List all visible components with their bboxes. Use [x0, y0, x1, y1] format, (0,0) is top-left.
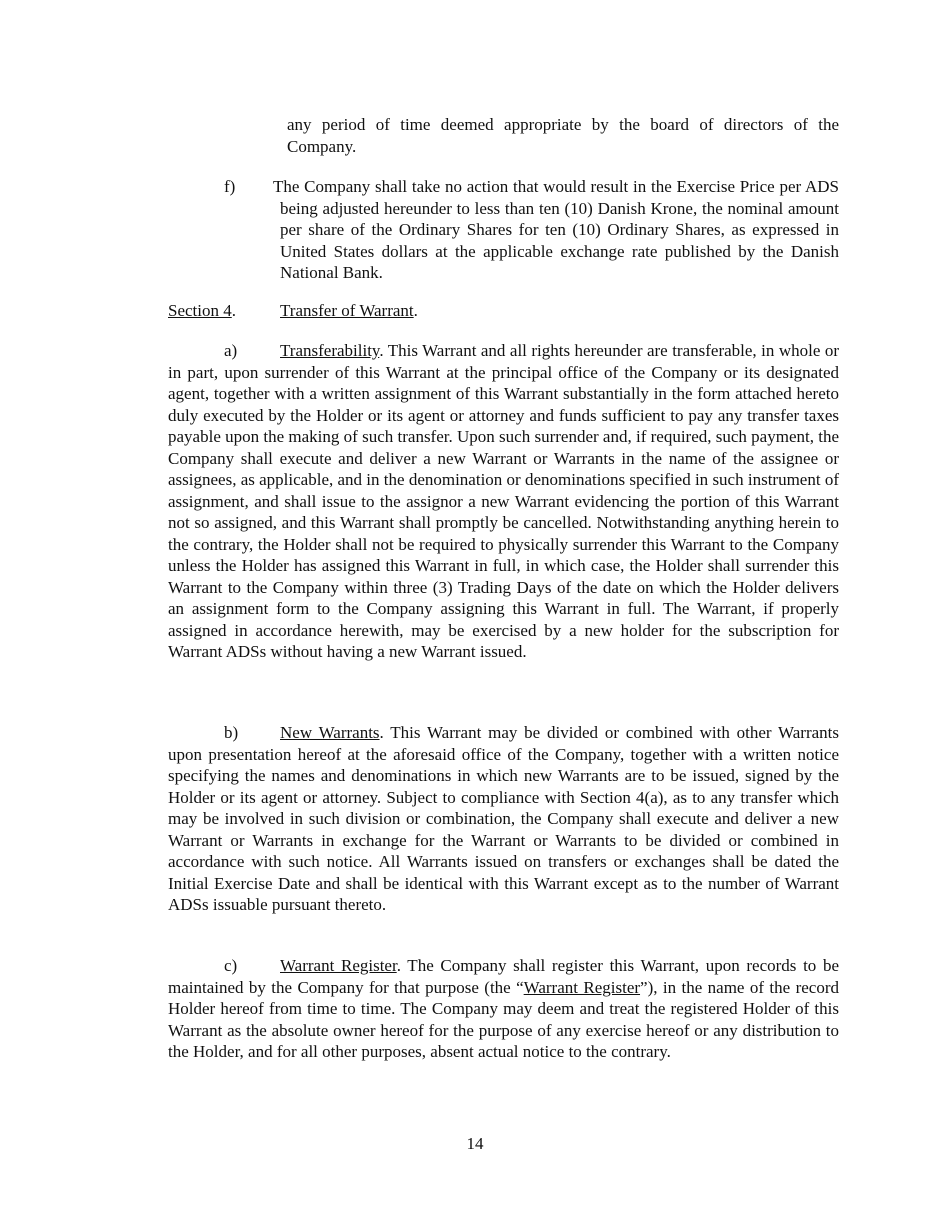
- paragraph-b-body: . This Warrant may be divided or combined with other Warrants upon presentation hereof at the aforesaid office of the Company, together with a written notice specifying the names and denominations in which new Warrants are to be issued, signed by the Holder or its agent or attorney. Subject to compliance with Section 4(a), as to any transfer which may be involved in such division or combination, the Company shall execute and deliver a new Warrant or Warrants in exchange for the Warrant or Warrants to be divided or combined in accordance with such notice. All Warrants issued on transfers or exchanges shall be dated the Initial Exercise Date and shall be identical with this Warrant except as to the number of Warrant ADSs issuable pursuant thereto.: [168, 723, 839, 914]
- paragraph-c-text: [168, 955, 839, 1063]
- paragraph-transferability: [168, 340, 839, 663]
- paragraph-a-body: . This Warrant and all rights hereunder are transferable, in whole or in part, upon surrender of this Warrant at the principal office of the Company or its designated agent, together with a written assignment of this Warrant substantially in the form attached hereto duly executed by the Holder or its agent or attorney and funds sufficient to pay any transfer taxes payable upon the making of such transfer. Upon such surrender and, if required, such payment, the Company shall execute and deliver a new Warrant or Warrants in the name of the assignee or assignees, as applicable, and in the denomination or denominations specified in such instrument of assignment, and shall issue to the assignor a new Warrant evidencing the portion of this Warrant not so assigned, and this Warrant shall promptly be cancelled. Notwithstanding anything herein to the contrary, the Holder shall not be required to physically surrender this Warrant to the Company unless the Holder has assigned this Warrant in full, in which case, the Holder shall surrender this Warrant to the Company within three (3) Trading Days of the date on which the Holder delivers an assignment form to the Company assigning this Warrant in full. The Warrant, if properly assigned in accordance herewith, may be exercised by a new holder for the subscription for Warrant ADSs without having a new Warrant issued.: [168, 341, 839, 661]
- paragraph-b-text: [168, 722, 839, 916]
- paragraph-a-text: [168, 340, 839, 663]
- paragraph-a-marker: a): [224, 341, 238, 360]
- list-item-f-text: The Company shall take no action that would result in the Exercise Price per ADS being adjusted hereunder to less than ten (10) Danish Krone, the nominal amount per share of the Ordinary Shares for ten (10) Ordinary Shares, as expressed in United States dollars at the applicable exchange rate published by the Danish National Bank.: [273, 177, 839, 282]
- paragraph-c-body-after: ”), in the name of the record Holder hereof from time to time. The Company may deem and treat the registered Holder of this Warrant as the absolute owner hereof for the purpose of any exercise hereof or any distribution to the Holder, and for all other purposes, absent actual notice to the contrary.: [168, 977, 839, 1061]
- paragraph-b-marker: b): [224, 723, 239, 742]
- continuation-text: any period of time deemed appropriate by the board of directors of the Company.: [287, 115, 839, 156]
- section-number: [168, 300, 236, 322]
- paragraph-c-title: Warrant Register: [280, 956, 397, 975]
- section-title-suffix: .: [413, 301, 418, 320]
- continuation-paragraph: [287, 114, 839, 157]
- paragraph-c-marker: c): [224, 956, 238, 975]
- paragraph-new-warrants: [168, 722, 839, 916]
- section-title-label: Transfer of Warrant: [280, 301, 414, 320]
- section-title: [280, 300, 418, 322]
- paragraph-a-title: Transferability: [280, 341, 380, 360]
- paragraph-c-defined-term: Warrant Register: [523, 977, 641, 997]
- paragraph-c-body-before: . The Company shall register this Warrant, upon records to be maintained by the Company for that purpose (the “: [168, 956, 839, 997]
- section-number-label: Section 4: [168, 301, 232, 320]
- page-number: 14: [466, 1134, 484, 1153]
- list-item-f: [168, 176, 839, 284]
- list-item-f-marker: f): [224, 177, 236, 196]
- paragraph-warrant-register: [168, 955, 839, 1063]
- paragraph-b-title: New Warrants: [280, 723, 380, 742]
- section-number-suffix: .: [231, 301, 236, 320]
